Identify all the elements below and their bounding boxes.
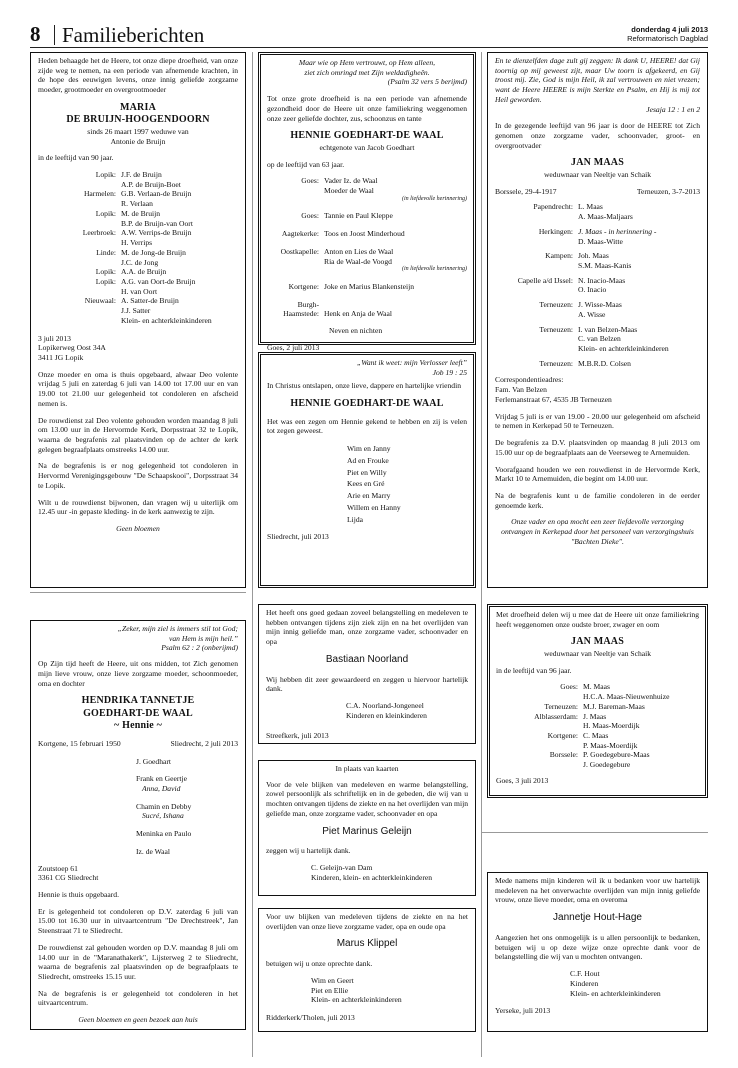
friend-names: Willem en Hanny xyxy=(347,502,401,512)
page-number: 8 xyxy=(30,22,41,46)
condolence-info: Na de begrafenis is er nog gelegenheid tot condoleren in Hervormd Verenigingsgebouw "De Schaapskooi", Dorpsstraat 34 te Lopik. xyxy=(38,461,238,490)
service-info: De rouwdienst zal gehouden worden op D.V. maandag 8 juli om 14.00 uur in de "Maranathakerk", Lijsterweg 2 te Sliedrecht, waarna de begrafenis zal plaatsvinden op de begraafplaats te Sliedrecht, omstreeks 15.15 uur. xyxy=(38,942,238,982)
family-row: Oostkapelle: Anton en Lies de Waal Ria de Waal-de Voogd (in liefdevolle herinnering) xyxy=(280,246,467,273)
section-title: Familieberichten xyxy=(62,23,205,47)
attendance-info: Wilt u de rouwdienst bijwonen, dan vragen wij u uiterlijk om 12.45 uur -in gepaste kleding- in de kerk aanwezig te zijn. xyxy=(38,497,238,517)
thanks-text: Aangezien het ons onmogelijk is u allen persoonlijk te bedanken, betuigen wij u op deze wijze onze oprechte dank voor de belangstelling die wij van u mochten ontvangen. xyxy=(495,932,700,962)
family-member: Meninka en Paulo xyxy=(136,829,192,839)
obituary-intro: In de gezegende leeftijd van 96 jaar is door de HEERE tot Zich genomen onze zorgzame vader, schoonvader, groot- en overgrootvader xyxy=(495,121,700,150)
quote-source: Jesaja 12 : 1 en 2 xyxy=(646,104,700,114)
psalm-quote-line: „Zeker, mijn ziel is immers stil tot God; xyxy=(117,624,238,633)
nephews-nieces: Neven en nichten xyxy=(329,326,383,336)
family-row: Lopik: A.G. van Oort-de Bruijn H. van Oort xyxy=(95,276,196,296)
grandchildren: Sucré, Ishana xyxy=(142,811,184,821)
obituary-intro: Heden behaagde het de Heere, tot onze diepe droefheid, van onze zijde weg te nemen, na een periode van afnemende krachten, in de hope des eeuwigen levens, onze innig geliefde zorgzame moeder, grootmoeder en overgrootmoeder xyxy=(38,56,238,95)
address-street: Lopikerweg Oost 34A xyxy=(38,343,106,353)
thanks-text: betuigen wij u onze oprechte dank. xyxy=(266,959,373,969)
death-place-date: Terneuzen, 3-7-2013 xyxy=(636,186,700,196)
burial-info: De begrafenis za D.V. plaatsvinden op maandag 8 juli 2013 om 15.00 uur op de begraafplaats aan de Veerseweg te Arnemuiden. xyxy=(495,438,700,457)
condolence-info: Er is gelegenheid tot condoleren op D.V. zaterdag 6 juli van 15.00 tot 16.30 uur in uitvaartcentrum "De Drechtstreek", Jan Steenstraat 71 te Sliedrecht. xyxy=(38,906,238,936)
death-place-date: Sliedrecht, 2 juli 2013 xyxy=(170,738,238,748)
signatory: Kinderen en kleinkinderen xyxy=(346,710,427,720)
family-row: Lopik: A.A. de Bruijn xyxy=(95,267,167,277)
thanks-intro: Mede namens mijn kinderen wil ik u bedanken voor uw hartelijk medeleven na het onverwachte overlijden van mijn innig geliefde vrouw, onze lieve moeder, oma en overoma xyxy=(495,876,700,905)
family-row: Alblasserdam: J. Maas H. Maas-Moerdijk xyxy=(534,711,640,731)
deceased-surname: GOEDHART-DE WAAL xyxy=(83,707,193,719)
thanks-jannetje-hout-hage xyxy=(487,872,708,1032)
family-row: Lopik: M. de Bruijn B.P. de Bruijn-van Oort xyxy=(95,208,193,228)
signatory: Wim en Geert xyxy=(311,975,354,985)
closing-note: Onze vader en opa mocht een zeer liefdevolle verzorging ontvangen in Kerkepad door het personeel van verzorgingshuis "Bachten Dieke". xyxy=(501,517,694,546)
family-row: Klein- en achterkleinkinderen xyxy=(121,315,212,325)
signatory: Klein- en achterkleinkinderen xyxy=(311,995,402,1005)
widow-line: sinds 26 maart 1997 weduwe van xyxy=(87,126,189,136)
family-list xyxy=(495,202,669,368)
viewing-info: Hennie is thuis opgebaard. xyxy=(38,890,119,899)
family-row: Terneuzen: M.B.R.D. Colsen xyxy=(539,358,631,368)
birth-place-date: Borssele, 29-4-1917 xyxy=(495,186,557,196)
family-row: Lopik: J.F. de Bruijn A.P. de Bruijn-Boet xyxy=(95,170,181,189)
family-row: Goes: Tannie en Paul Kleppe xyxy=(301,211,393,221)
deceased-name: HENNIE GOEDHART-DE WAAL xyxy=(290,398,444,410)
address-date: 3 juli 2013 xyxy=(38,333,71,343)
family-row: Herkingen: J. Maas - in herinnering - D. Maas-Witte xyxy=(538,226,657,246)
deceased-name: Jannetje Hout-Hage xyxy=(553,912,642,924)
birth-death-line xyxy=(495,187,700,197)
signatory: Kinderen, klein- en achterkleinkinderen xyxy=(311,872,433,882)
obituary-hennie-goedhart-family xyxy=(258,52,476,352)
widower-line: weduwnaar van Neeltje van Schaik xyxy=(543,169,652,179)
place-date: Sliedrecht, juli 2013 xyxy=(267,532,329,542)
psalm-quote-line: van Hem is mijn heil.” xyxy=(169,633,238,643)
thanks-piet-geleijn xyxy=(258,760,476,896)
psalm-quote-line: Maar wie op Hem vertrouwt, op Hem alleen, xyxy=(298,58,436,67)
thanks-text: zeggen wij u hartelijk dank. xyxy=(266,846,351,856)
spouse-name: Antonie de Bruijn xyxy=(110,136,166,146)
age-line: op de leeftijd van 63 jaar. xyxy=(267,159,345,169)
newspaper-name: Reformatorisch Dagblad xyxy=(627,34,708,43)
column-divider xyxy=(481,52,482,1057)
friend-names: Piet en Willy xyxy=(347,467,387,477)
bible-quote: „Want ik weet: mijn Verlosser leeft” xyxy=(356,358,467,367)
family-row: Kampen: Joh. Maas S.M. Maas-Kanis xyxy=(545,251,632,270)
card-replacement-note: In plaats van kaarten xyxy=(335,764,399,773)
page-header xyxy=(0,0,738,50)
quote-source: Psalm 62 : 2 (onberijmd) xyxy=(161,643,238,653)
birth-death-line xyxy=(38,739,238,749)
family-row: Borssele: P. Goedegebure-Maas J. Goedegebure xyxy=(549,750,650,770)
family-row: Papendrecht: L. Maas A. Maas-Maljaars xyxy=(533,202,633,222)
correspondence-name: Fam. Van Belzen xyxy=(495,385,547,395)
quote-source: Job 19 : 25 xyxy=(432,367,467,377)
friend-names: Lijda xyxy=(347,514,364,524)
family-list xyxy=(46,170,212,326)
place-date: Ridderkerk/Tholen, juli 2013 xyxy=(266,1013,355,1023)
signatory: C. Geleijn-van Dam xyxy=(311,863,373,873)
family-member: Iz. de Waal xyxy=(136,846,171,856)
viewing-info: Onze moeder en oma is thuis opgebaard, alwaar Deo volente vrijdag 5 juli en zaterdag 6 juli van 14.00 tot 17.00 uur en van 19.00 tot 21.00 uur gelegenheid tot condoleren en afscheid nemen is. xyxy=(38,369,238,408)
address-street: Zoutstoep 61 xyxy=(38,863,78,873)
family-row: Linde: M. de Jong-de Bruijn J.C. de Jong xyxy=(96,247,186,267)
deceased-first-names: HENDRIKA TANNETJE xyxy=(81,695,195,707)
thanks-intro: Het heeft ons goed gedaan zoveel belangstelling en medeleven te hebben ontvangen tijdens zijn ziek zijn en na het overlijden van mijn innig geliefde man, onze zorgzame vader, schoonvader en opa xyxy=(266,608,468,647)
age-line: in de leeftijd van 96 jaar. xyxy=(496,665,572,675)
signatory: Piet en Ellie xyxy=(311,985,349,995)
friend-names: Wim en Janny xyxy=(347,444,391,454)
age-line: in de leeftijd van 90 jaar. xyxy=(38,153,114,163)
family-member: J. Goedhart xyxy=(136,756,172,766)
address-postcode: 3411 JG Lopik xyxy=(38,352,84,362)
obituary-jan-maas-family xyxy=(487,52,708,588)
address-postcode: 3361 CG Sliedrecht xyxy=(38,873,99,883)
deceased-nickname: ~ Hennie ~ xyxy=(114,720,162,732)
family-row: Goes: M. Maas H.C.A. Maas-Nieuwenhuize xyxy=(560,682,670,702)
family-row: Nieuwaal: A. Satter-de Bruijn J.J. Satter xyxy=(84,296,179,316)
widower-line: weduwnaar van Neeltje van Schaik xyxy=(543,648,652,658)
tribute-text: Het was een zegen om Hennie gekend te hebben en zij is velen tot zegen geweest. xyxy=(267,416,467,436)
header-rule xyxy=(30,47,708,48)
family-row: Goes: Vader Iz. de Waal Moeder de Waal (in liefdevolle herinnering) xyxy=(301,176,467,202)
thanks-intro: Voor de vele blijken van medeleven en warme belangstelling, zowel persoonlijk als schriftelijk en in de gebeden, die wij van u mochten ontvangen tijdens de ziekte en na het overlijden van mijn geliefde man, onze zorgzame vader, schoonvader en opa xyxy=(266,779,468,818)
deceased-surname: DE BRUIJN-HOOGENDOORN xyxy=(66,114,210,126)
column-divider xyxy=(252,52,253,1057)
deceased-name: Marus Klippel xyxy=(336,938,398,950)
closing-note: Geen bloemen en geen bezoek aan huis xyxy=(78,1015,198,1025)
bible-quote: En te dienzelfden dage zult gij zeggen: Ik dank U, HEERE! dat Gij toornig op mij geweest zijt, maar Uw toorn is afgekeerd, en Gij troost mij. Zie, God is mijn Heil, ik zal vertrouwen en niet vrezen; want de Heere HEERE is mijn Sterkte en Psalm, en Hij is mij tot Heil geworden. xyxy=(495,56,700,104)
viewing-info: Vrijdag 5 juli is er van 19.00 - 20.00 uur gelegenheid om afscheid te nemen in Kerkepad 50 te Terneuzen. xyxy=(495,411,700,431)
birth-place-date: Kortgene, 15 februari 1950 xyxy=(38,738,121,748)
deceased-name: JAN MAAS xyxy=(571,636,624,648)
row-divider xyxy=(482,832,708,833)
row-divider xyxy=(30,592,246,593)
signatory: Kinderen xyxy=(570,978,599,988)
header-date-block xyxy=(627,25,708,43)
family-row: Terneuzen: I. van Belzen-Maas C. van Belzen Klein- en achterkleinkinderen xyxy=(539,324,669,354)
family-row: Terneuzen: J. Wisse-Maas A. Wisse xyxy=(539,300,622,319)
family-row: Aagtekerke: Toos en Joost Minderhoud xyxy=(281,229,405,239)
family-row: Kortgene: C. Maas P. Maas-Moerdijk xyxy=(547,730,638,750)
issue-date: donderdag 4 juli 2013 xyxy=(631,25,708,34)
thanks-intro: Voor uw blijken van medeleven tijdens de ziekte en na het overlijden van onze lieve zorgzame vader, opa en oude opa xyxy=(266,912,468,931)
family-list xyxy=(136,757,238,857)
spouse-line: echtgenote van Jacob Goedhart xyxy=(319,142,415,152)
grandchildren: Anna, David xyxy=(142,783,181,793)
obituary-intro: Op Zijn tijd heeft de Heere, uit ons midden, tot Zich genomen mijn lieve vrouw, onze lieve zorgzame moeder, schoonmoeder, oma en dochter xyxy=(38,659,238,688)
psalm-quote-line: ziet zich omringd met Zijn weldadigheên. xyxy=(304,67,430,77)
obituary-jan-maas-siblings xyxy=(487,604,708,798)
deceased-name: HENNIE GOEDHART-DE WAAL xyxy=(290,130,444,142)
friend-names: Kees en Gré xyxy=(347,479,385,489)
family-row: Leerbroek: A.W. Verrips-de Bruijn H. Verrips xyxy=(82,228,192,248)
correspondence-address: Ferlemanstraat 67, 4535 JB Terneuzen xyxy=(495,394,612,404)
obituary-intro: In Christus ontslapen, onze lieve, dappere en hartelijke vriendin xyxy=(267,381,462,391)
family-row: Terneuzen: M.J. Bareman-Maas xyxy=(544,701,645,711)
quote-source: (Psalm 32 vers 5 berijmd) xyxy=(387,77,467,87)
obituary-intro: Met droefheid delen wij u mee dat de Heere uit onze familiekring heeft weggenomen onze oudste broer, zwager en oom xyxy=(496,610,699,629)
deceased-name: Piet Marinus Geleijn xyxy=(322,825,412,837)
thanks-marus-klippel xyxy=(258,908,476,1032)
obituary-hendrika-goedhart xyxy=(30,620,246,1030)
thanks-text: Wij hebben dit zeer gewaardeerd en zeggen u hiervoor hartelijk dank. xyxy=(266,674,468,694)
place-date: Goes, 3 juli 2013 xyxy=(496,775,549,785)
obituary-intro: Tot onze grote droefheid is na een periode van afnemende gezondheid door de Heere uit onze familiekring weggenomen onze zeer geliefde dochter, zus, schoonzus en tante xyxy=(267,94,467,123)
signatory: Klein- en achterkleinkinderen xyxy=(570,988,661,998)
friends-list xyxy=(347,443,467,525)
family-row: Harmelen: G.B. Verlaan-de Bruijn R. Verlaan xyxy=(83,189,192,209)
deceased-name: Bastiaan Noorland xyxy=(325,653,409,665)
place-date: Streefkerk, juli 2013 xyxy=(266,730,329,740)
friend-names: Ad en Frouke xyxy=(347,455,389,465)
family-row: Kortgene: Joke en Marius Blankensteijn xyxy=(288,281,415,291)
family-row: Burgh-Haamstede: Henk en Anja de Waal xyxy=(283,299,392,319)
correspondence-label: Correspondentieadres: xyxy=(495,375,564,385)
condolence-info: Na de begrafenis kunt u de familie condoleren in de eerder genoemde kerk. xyxy=(495,490,700,510)
place-date: Goes, 2 juli 2013 xyxy=(267,342,320,352)
signatory: C.F. Hout xyxy=(570,969,600,979)
place-date: Yerseke, juli 2013 xyxy=(495,1006,551,1016)
family-list xyxy=(267,176,467,319)
header-separator xyxy=(54,25,55,45)
service-info: De rouwdienst zal Deo volente gehouden worden maandag 8 juli om 13.00 uur in de Hervormde Kerk, Dorpsstraat 32 te Lopik, waarna de begrafenis zal plaatsvinden op de achter de kerk gelegen begraafplaats omstreeks 14.00 uur. xyxy=(38,415,238,454)
family-list xyxy=(496,682,669,769)
obituary-hennie-goedhart-friends xyxy=(258,352,476,588)
signatory: C.A. Noorland-Jongeneel xyxy=(346,701,424,711)
deceased-name: MARIA xyxy=(120,101,156,113)
closing-note: Geen bloemen xyxy=(116,524,160,534)
deceased-name: JAN MAAS xyxy=(571,157,624,169)
friend-names: Arie en Marry xyxy=(347,491,391,501)
family-row: Capelle a/d IJssel: N. Inacio-Maas O. Inacio xyxy=(517,275,626,295)
obituary-maria-de-bruijn xyxy=(30,52,246,588)
after-burial-info: Na de begrafenis is er gelegenheid tot condoleren in het uitvaartcentrum. xyxy=(38,988,238,1008)
family-member: Frank en Geertje xyxy=(136,774,188,784)
family-member: Chamin en Debby xyxy=(136,801,192,811)
thanks-bastiaan-noorland xyxy=(258,604,476,744)
service-info: Voorafgaand houden we een rouwdienst in de Hervormde Kerk, Markt 10 te Arnemuiden, die begint om 14.00 uur. xyxy=(495,464,700,484)
